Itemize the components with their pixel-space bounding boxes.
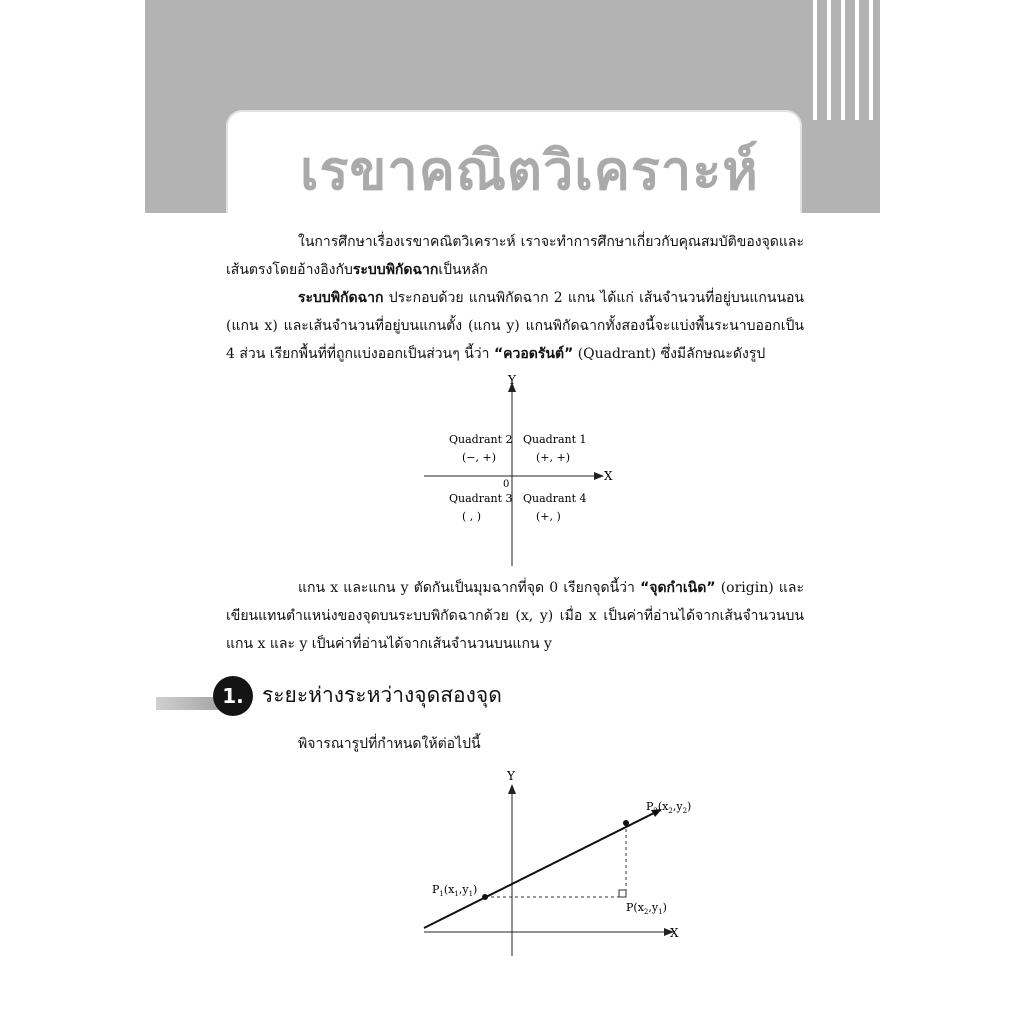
y-axis-label: Y bbox=[507, 769, 515, 783]
origin-text-end: (origin) และเขียนแทนตำแหน่งของจุดบนระบบพิกัดฉากด้วย (x, y) เมื่อ x เป็นค่าที่อ่านได้จากเส้นจำนวนบนแกน x และ y เป็นค่าที่อ่านได้จากเส้นจำนวนบนแกน y bbox=[226, 580, 804, 652]
quadrant-2-signs: (−, +) bbox=[462, 451, 497, 464]
p-label: $P(x_2,y_1)$ bbox=[626, 901, 667, 916]
y-axis-arrow bbox=[508, 784, 516, 794]
x-axis-label: X bbox=[670, 926, 679, 940]
intro-term: ระบบพิกัดฉาก bbox=[352, 262, 439, 278]
coordinate-text: ประกอบด้วย แกนพิกัดฉาก 2 แกน ได้แก่ เส้นจำนวนที่อยู่บนแกนนอน (แกน x) และเส้นจำนวนที่อยู่บนแกนตั้ง (แกน y) แกนพิกัดฉากทั้งสองนี้จะแบ่งพื้นระนาบออกเป็น 4 ส่วน เรียกพื้นที่ที่ถูกแบ่งออกเป็นส่วนๆ นี้ว่า bbox=[226, 290, 804, 362]
chapter-title: เรขาคณิตวิเคราะห์ bbox=[300, 139, 759, 202]
p1-label: $P_1(x_1,y_1)$ bbox=[432, 883, 478, 898]
point-p2 bbox=[623, 820, 629, 826]
origin-term: “จุดกำเนิด” bbox=[640, 580, 716, 596]
intro-text-end: เป็นหลัก bbox=[438, 262, 488, 278]
quadrant-1-label: Quadrant 1 bbox=[523, 433, 587, 446]
quadrant-1-signs: (+, +) bbox=[536, 451, 571, 464]
section-title: ระยะห่างระหว่างจุดสองจุด bbox=[262, 683, 502, 707]
quadrant-2-label: Quadrant 2 bbox=[449, 433, 513, 446]
section-number: 1. bbox=[213, 676, 253, 716]
line-p1-p2 bbox=[424, 812, 656, 928]
intro-text: ในการศึกษาเรื่องเรขาคณิตวิเคราะห์ เราจะทำการศึกษาเกี่ยวกับคุณสมบัติของจุดและเส้นตรงโดยอ้างอิงกับ bbox=[226, 234, 804, 278]
point-p1 bbox=[482, 894, 488, 900]
quadrant-3-label: Quadrant 3 bbox=[449, 492, 513, 505]
x-axis-label: X bbox=[604, 469, 613, 483]
p2-label: $P_2(x_2,y_2)$ bbox=[646, 800, 692, 815]
quadrant-term: “ควอดรันต์” bbox=[493, 346, 574, 362]
coordinate-text-end: (Quadrant) ซึ่งมีลักษณะดังรูป bbox=[573, 346, 766, 362]
origin-label: 0 bbox=[503, 479, 510, 490]
quadrant-4-signs: (+, ) bbox=[536, 510, 561, 523]
coordinate-term: ระบบพิกัดฉาก bbox=[298, 290, 384, 306]
section-intro-text: พิจารณารูปที่กำหนดให้ต่อไปนี้ bbox=[298, 736, 481, 752]
quadrant-3-signs: ( , ) bbox=[462, 510, 482, 523]
origin-text: แกน x และแกน y ตัดกันเป็นมุมฉากที่จุด 0 เรียกจุดนี้ว่า bbox=[298, 580, 641, 596]
y-axis-label: Y bbox=[508, 373, 516, 387]
quadrant-4-label: Quadrant 4 bbox=[523, 492, 587, 505]
right-angle-marker bbox=[619, 890, 626, 897]
